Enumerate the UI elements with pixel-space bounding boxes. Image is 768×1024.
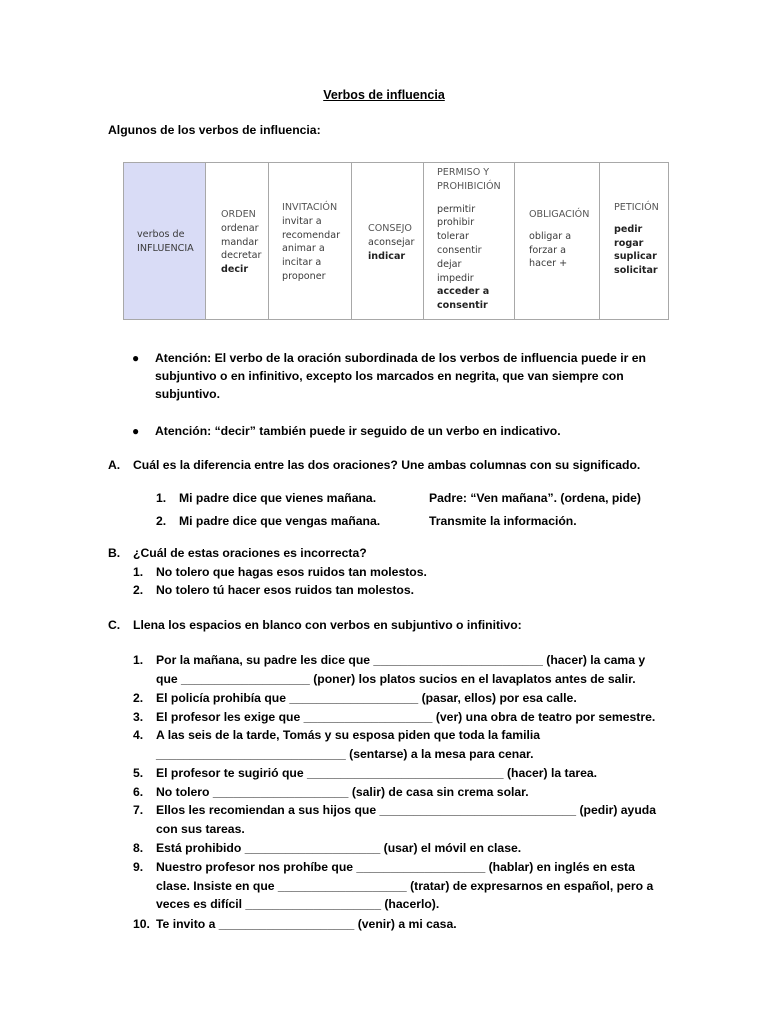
- item-line: A las seis de la tarde, Tomás y su esposa piden que toda la familia: [156, 728, 541, 742]
- section-label: A.: [108, 458, 121, 472]
- item-text: No tolero tú hacer esos ruidos tan molestos.: [156, 583, 415, 597]
- bullet-line: Atención: El verbo de la oración subordinada de los verbos de influencia puede ir en: [155, 351, 646, 365]
- table-cell: animar a: [282, 243, 325, 255]
- table-cell: ordenar: [221, 222, 259, 234]
- section-a-heading: [108, 458, 640, 472]
- verbs-table: [123, 162, 669, 320]
- item-number: 10.: [133, 917, 150, 931]
- item-number: 2.: [133, 583, 144, 597]
- section-b-heading: [108, 546, 367, 560]
- table-cell: impedir: [437, 272, 474, 284]
- table-cell: obligar a: [529, 230, 572, 242]
- item-number: 7.: [133, 803, 144, 817]
- item-meaning: Padre: “Ven mañana”. (ordena, pide): [429, 491, 641, 505]
- item-line: con sus tareas.: [156, 821, 245, 836]
- section-c-heading: [108, 618, 522, 632]
- item-number: 2.: [133, 691, 144, 705]
- table-header: PROHIBICIÓN: [437, 180, 501, 192]
- table-header: INVITACIÓN: [282, 202, 338, 213]
- item-meaning: Transmite la información.: [429, 514, 577, 528]
- item-line: Te invito a ____________________ (venir) a mi casa.: [156, 917, 457, 931]
- table-cell: proponer: [282, 270, 326, 282]
- table-cell-bold: consentir: [437, 300, 488, 312]
- item-number: 6.: [133, 785, 144, 799]
- table-col-invitacion: [269, 163, 352, 319]
- table-cell: recomendar: [282, 229, 341, 241]
- table-col-orden: [206, 163, 269, 319]
- section-text: ¿Cuál de estas oraciones es incorrecta?: [133, 546, 367, 560]
- section-label: B.: [108, 546, 121, 560]
- table-col-consejo: [352, 163, 424, 319]
- table-cell: dejar: [437, 258, 462, 270]
- list-item: [156, 651, 645, 688]
- list-item: [156, 915, 457, 934]
- item-line: veces es difícil ____________________ (hacerlo).: [156, 897, 440, 911]
- table-cell-bold: rogar: [614, 237, 644, 249]
- item-line: Por la mañana, su padre les dice que _________________________ (hacer) la cama y: [156, 653, 646, 667]
- table-cell: invitar a: [282, 215, 322, 227]
- item-line: El profesor te sugirió que _____________________________ (hacer) la tarea.: [156, 766, 598, 780]
- section-label: C.: [108, 618, 121, 632]
- bullet-text: [155, 349, 646, 403]
- table-col-obligacion: [515, 163, 600, 319]
- list-item: [156, 726, 540, 763]
- table-cell: prohibir: [437, 217, 475, 229]
- item-line: Ellos les recomiendan a sus hijos que _____________________________ (pedir) ayuda: [156, 803, 656, 817]
- item-number: 2.: [156, 514, 167, 528]
- bullet-dot: ●: [132, 424, 140, 438]
- item-line: Está prohibido ____________________ (usar) el móvil en clase.: [156, 841, 522, 855]
- bullet-dot: ●: [132, 351, 140, 365]
- item-text: Mi padre dice que vienes mañana.: [179, 491, 377, 505]
- table-header: OBLIGACIÓN: [529, 209, 590, 220]
- table-cell-bold: decir: [221, 264, 249, 276]
- intro-text: Algunos de los verbos de influencia:: [108, 123, 321, 137]
- item-number: 4.: [133, 728, 144, 742]
- item-number: 1.: [156, 491, 167, 505]
- table-cell-bold: solicitar: [614, 265, 658, 277]
- table-cell-bold: indicar: [368, 250, 406, 262]
- item-number: 1.: [133, 565, 144, 579]
- list-item: [156, 783, 529, 802]
- table-col-permiso: [424, 163, 515, 319]
- table-col-influencia: [124, 163, 206, 319]
- table-cell: INFLUENCIA: [137, 242, 194, 254]
- table-header: PERMISO Y: [437, 167, 490, 178]
- table-header: ORDEN: [221, 209, 256, 220]
- item-number: 9.: [133, 860, 144, 874]
- item-line: Nuestro profesor nos prohíbe que ___________________ (hablar) en inglés en esta: [156, 860, 635, 874]
- list-item: [156, 801, 656, 838]
- item-line: ____________________________ (sentarse) a la mesa para cenar.: [156, 746, 534, 761]
- item-number: 5.: [133, 766, 144, 780]
- item-text: Mi padre dice que vengas mañana.: [179, 514, 381, 528]
- item-line: El profesor les exige que ___________________ (ver) una obra de teatro por semestre.: [156, 710, 656, 724]
- table-cell-bold: suplicar: [614, 251, 657, 263]
- table-cell: hacer +: [529, 258, 568, 270]
- item-line: No tolero ____________________ (salir) de casa sin crema solar.: [156, 785, 529, 799]
- item-text: No tolero que hagas esos ruidos tan molestos.: [156, 565, 427, 579]
- table-cell: incitar a: [282, 257, 322, 269]
- table-cell: tolerar: [437, 231, 469, 243]
- bullet-line: Atención: “decir” también puede ir seguido de un verbo en indicativo.: [155, 424, 561, 438]
- list-item: [156, 689, 577, 708]
- list-item: [156, 839, 521, 858]
- item-line: clase. Insiste en que ___________________ (tratar) de expresarnos en español, pero a: [156, 878, 654, 893]
- section-text: Llena los espacios en blanco con verbos en subjuntivo o infinitivo:: [133, 618, 522, 632]
- page-title: Verbos de influencia: [323, 88, 445, 102]
- table-header: PETICIÓN: [614, 202, 659, 213]
- bullet-line: subjuntivo o en infinitivo, excepto los marcados en negrita, que van siempre con: [155, 369, 624, 383]
- item-number: 3.: [133, 710, 144, 724]
- item-line: que ___________________ (poner) los platos sucios en el lavaplatos antes de salir.: [156, 671, 636, 686]
- table-cell: permitir: [437, 203, 476, 215]
- list-item: [156, 858, 653, 914]
- table-cell-bold: pedir: [614, 223, 643, 235]
- table-col-peticion: [600, 163, 668, 319]
- bullet-text: [155, 422, 561, 440]
- table-cell: decretar: [221, 250, 262, 262]
- table-cell: mandar: [221, 236, 259, 248]
- section-text: Cuál es la diferencia entre las dos oraciones? Une ambas columnas con su significado.: [133, 458, 641, 472]
- table-cell: verbos de: [137, 229, 185, 240]
- list-item: [156, 764, 597, 783]
- item-line: El policía prohibía que ___________________ (pasar, ellos) por esa calle.: [156, 691, 577, 705]
- table-cell: aconsejar: [368, 236, 415, 248]
- item-number: 8.: [133, 841, 144, 855]
- table-header: CONSEJO: [368, 223, 412, 234]
- table-cell: forzar a: [529, 244, 566, 256]
- bullet-line: subjuntivo.: [155, 387, 220, 401]
- table-cell-bold: acceder a: [437, 286, 490, 298]
- list-item: [156, 708, 655, 727]
- table-cell: consentir: [437, 244, 482, 256]
- item-number: 1.: [133, 653, 144, 667]
